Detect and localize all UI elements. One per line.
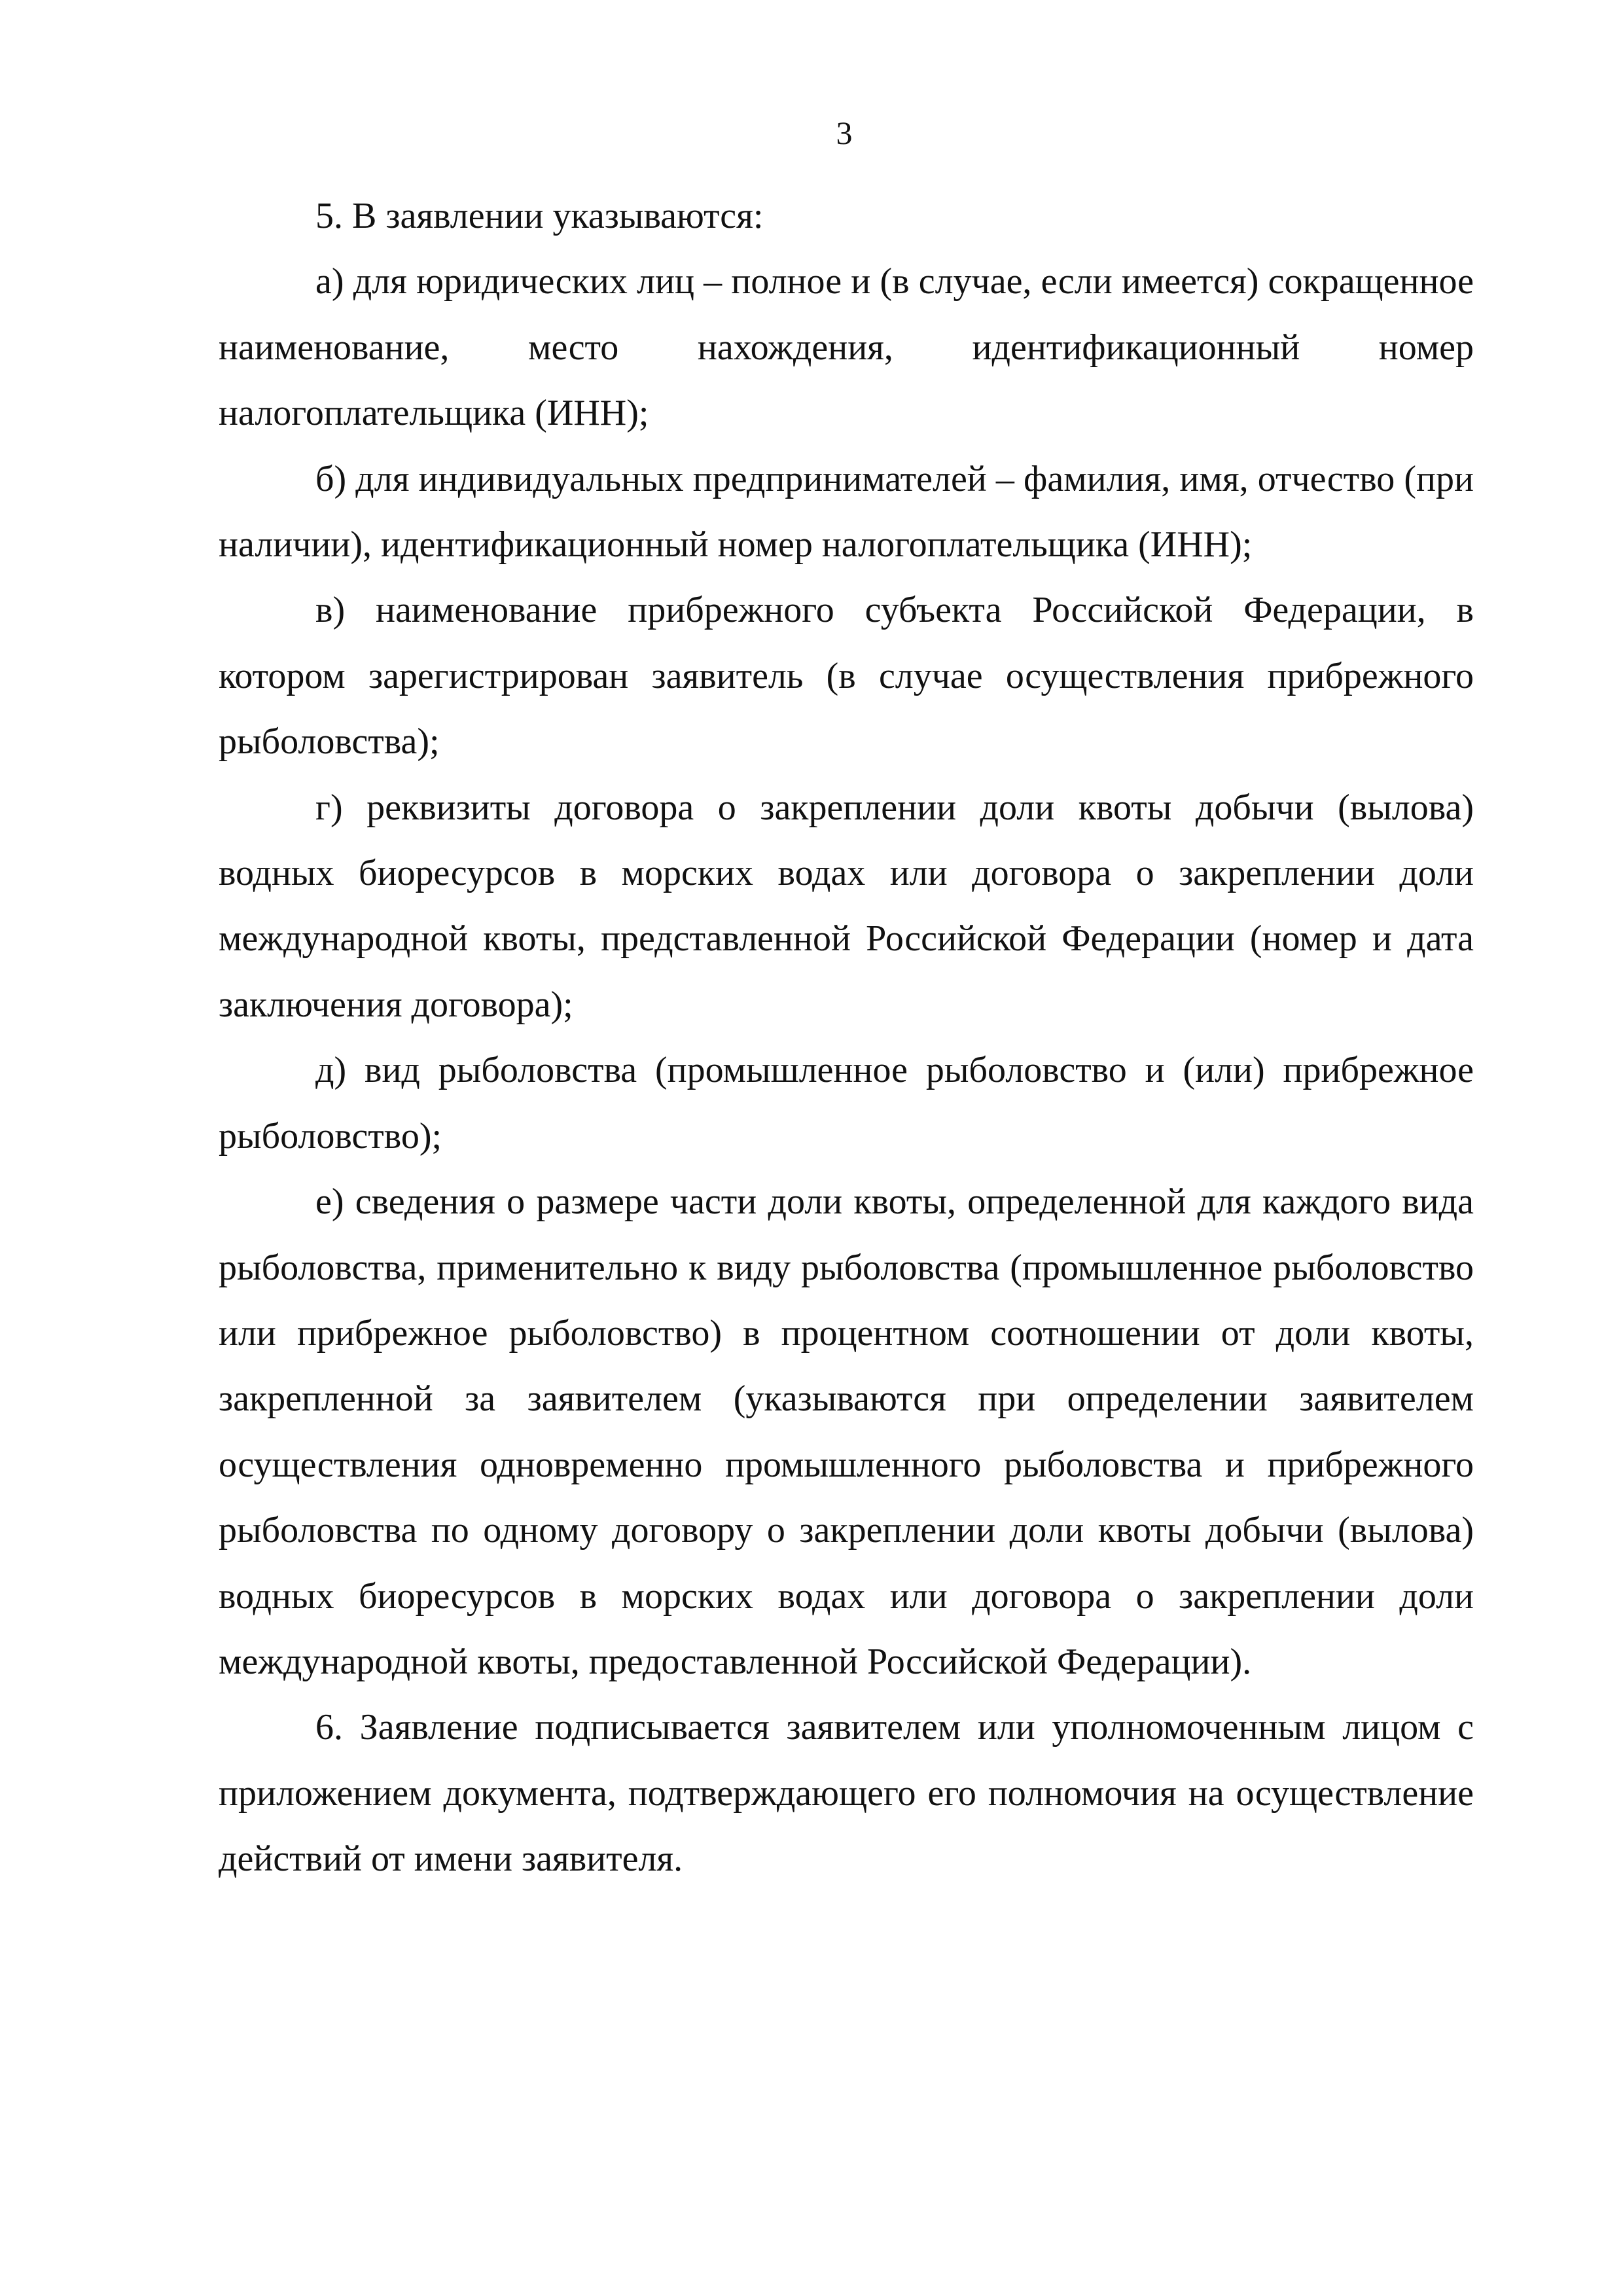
paragraph-item-6: 6. Заявление подписывается заявителем или уполномоченным лицом с приложением документа, подтверждающего его полномочия на осуществление действий от имени заявителя.: [219, 1707, 1474, 1880]
paragraph-subitem-b: б) для индивидуальных предпринимателей – фамилия, имя, отчество (при наличии), идентификационный номер налогоплательщика (ИНН);: [219, 458, 1474, 565]
paragraph-subitem-g: г) реквизиты договора о закреплении доли квоты добычи (вылова) водных биоресурсов в морских водах или договора о закреплении доли международной квоты, представленной Российской Федерации (номер и дата заключения договора);: [219, 787, 1474, 1025]
paragraph-subitem-a: а) для юридических лиц – полное и (в случае, если имеется) сокращенное наименование, место нахождения, идентификационный номер налогоплательщика (ИНН);: [219, 261, 1474, 434]
paragraph-subitem-v: в) наименование прибрежного субъекта Российской Федерации, в котором зарегистрирован заявитель (в случае осуществления прибрежного рыболовства);: [219, 590, 1474, 762]
paragraph-item-5-heading: 5. В заявлении указываются:: [315, 196, 764, 236]
page-number: 3: [836, 115, 853, 151]
paragraph-subitem-e: е) сведения о размере части доли квоты, определенной для каждого вида рыболовства, применительно к виду рыболовства (промышленное рыболовство или прибрежное рыболовство) в процентном соотношении от доли квоты, закрепленной за заявителем (указываются при определении заявителем осуществления одновременно промышленного рыболовства и прибрежного рыболовства по одному договору о закреплении доли квоты добычи (вылова) водных биоресурсов в морских водах или договора о закреплении доли международной квоты, предоставленной Российской Федерации).: [219, 1181, 1474, 1682]
document-body: [219, 183, 1474, 1892]
paragraph-subitem-d: д) вид рыболовства (промышленное рыболовство и (или) прибрежное рыболовство);: [219, 1050, 1474, 1157]
